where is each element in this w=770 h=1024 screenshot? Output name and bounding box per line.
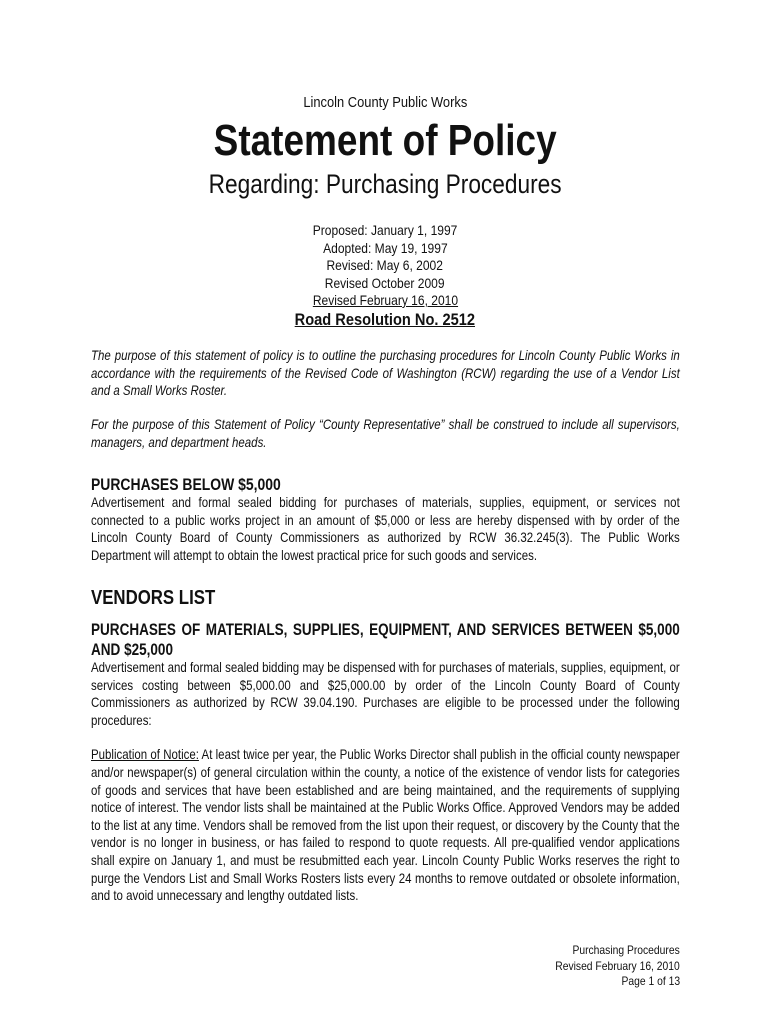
intro-paragraph-text: The purpose of this statement of policy is to outline the purchasing procedures for Lincoln County Public Works in accordance with the requirements of the Revised Code of Washington (RCW) regarding the use of a Vendor List and a Small Works Roster. [91,347,680,399]
date-text: Proposed: January 1, 1997 [312,222,458,238]
footer-revision [535,959,680,975]
section-body: Advertisement and formal sealed bidding for purchases of materials, supplies, equipment, or services not connected to a public works project in an amount of $5,000 or less are hereby dispensed with by order of the Lincoln County Board of County Commissioners as authorized by RCW 36.32.245(3). The Public Works Department will attempt to obtain the lowest practical price for such goods and services. [91,494,680,563]
date-text: Revised: May 6, 2002 [326,257,444,273]
date-text: Revised February 16, 2010 [312,292,458,308]
footer-doc-name [535,943,680,959]
date-text: Adopted: May 19, 1997 [322,239,448,256]
date-proposed [0,222,770,240]
intro-paragraph-definition [91,416,680,451]
date-revised-2010 [0,292,770,310]
intro-paragraph-purpose [91,347,680,400]
page-subtitle [0,169,770,200]
footer-text: Purchasing Procedures [572,943,680,957]
footer-text: Revised February 16, 2010 [555,958,680,973]
date-text: Revised October 2009 [325,274,445,291]
section-subheading: PURCHASES OF MATERIALS, SUPPLIES, EQUIPMENT, AND SERVICES BETWEEN $5,000 AND $25,000 [91,621,680,659]
organization-name [0,94,770,111]
page-title-text: Statement of Policy [213,116,557,165]
page-subtitle-text: Regarding: Purchasing Procedures [208,169,562,199]
section-heading: VENDORS LIST [91,586,216,609]
road-resolution [0,310,770,330]
section-heading: PURCHASES BELOW $5,000 [91,475,281,494]
footer-page-number [535,974,680,990]
date-revised-2009 [0,275,770,293]
section-purchases-below-5000 [91,475,680,564]
road-resolution-text: Road Resolution No. 2512 [294,310,476,329]
publication-label: Publication of Notice: [91,746,199,763]
footer-text: Page 1 of 13 [621,974,680,988]
publication-of-notice-paragraph [91,746,680,904]
section-body: Advertisement and formal sealed bidding may be dispensed with for purchases of materials, supplies, equipment, or services costing between $5,000.00 and $25,000.00 by order of the Lincoln County Board of County Commissioners as authorized by RCW 39.04.190. Purchases are eligible to be processed under the following procedures: [91,659,680,728]
intro-paragraph-text: For the purpose of this Statement of Policy “County Representative” shall be construed to include all supervisors, managers, and department heads. [91,416,680,450]
publication-body: At least twice per year, the Public Works Director shall publish in the official county newspaper and/or newspaper(s) of general circulation within the county, a notice of the existence of vendor lists for categories of goods and services that have been established and are being maintained, and the requirements of supplying notice of interest. The vendor lists shall be maintained at the Public Works Office. Approved Vendors may be added to the list at any time. Vendors shall be removed from the list upon their request, or discovery by the County that the vendor is no longer in business, or has failed to respond to quote requests. All pre-qualified vendor applications shall expire on January 1, and must be resubmitted each year. Lincoln County Public Works reserves the right to purge the Vendors List and Small Works Rosters lists every 24 months to remove outdated or obsolete information, and to avoid unnecessary and lengthy outdated lists. [91,746,680,904]
organization-text: Lincoln County Public Works [303,94,467,111]
date-revised-2002 [0,257,770,275]
page-title [0,116,770,166]
section-vendors-list [91,586,680,905]
date-adopted [0,240,770,258]
revision-dates [0,222,770,310]
page-footer [535,943,680,990]
